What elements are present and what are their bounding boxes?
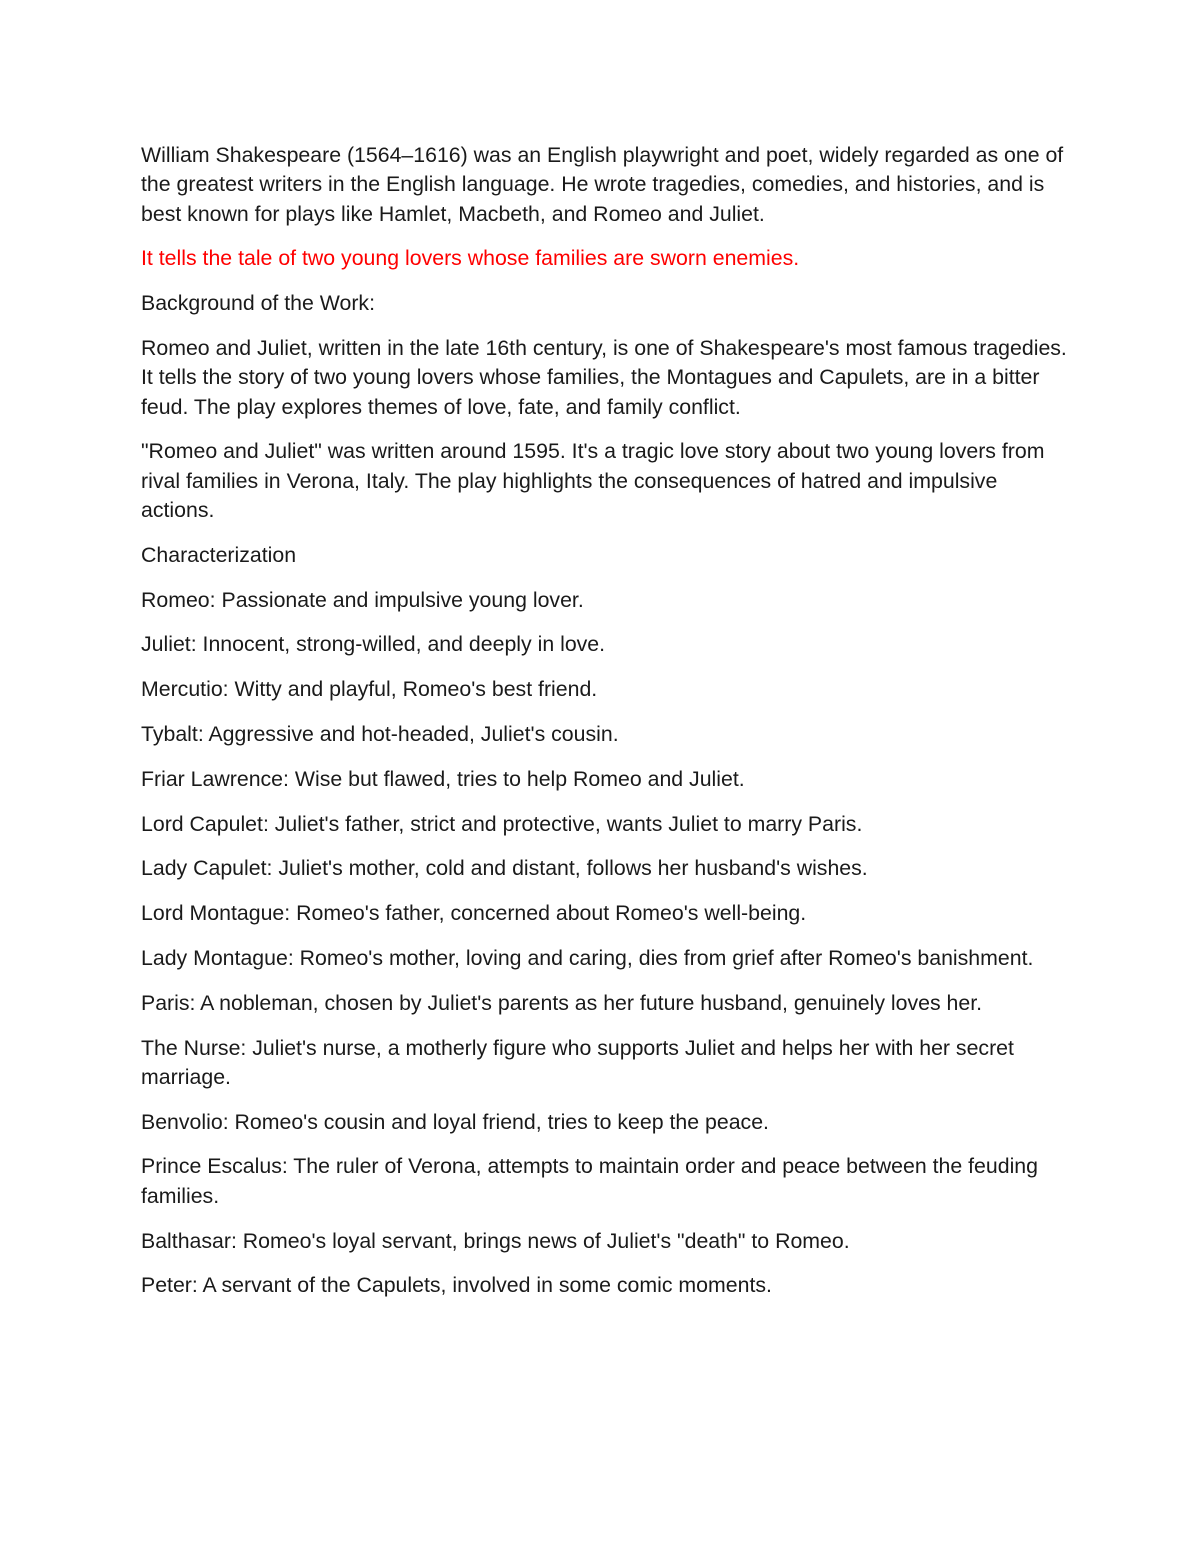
background-paragraph-1: Romeo and Juliet, written in the late 16th century, is one of Shakespeare's most famous tragedies. It tells the story of two young lovers whose families, the Montagues and Capulets, are in a bitter feud. The play explores themes of love, fate, and family conflict. (141, 335, 1067, 419)
intro-paragraph: William Shakespeare (1564–1616) was an English playwright and poet, widely regarded as one of the greatest writers in the English language. He wrote tragedies, comedies, and histories, and is best known for plays like Hamlet, Macbeth, and Romeo and Juliet. (141, 143, 1064, 226)
background-paragraph-2: "Romeo and Juliet" was written around 1595. It's a tragic love story about two young lovers from rival families in Verona, Italy. The play highlights the consequences of hatred and impulsive actions. (141, 439, 1045, 522)
character-benvolio: Benvolio: Romeo's cousin and loyal friend, tries to keep the peace. (141, 1109, 769, 1134)
character-lord-capulet: Lord Capulet: Juliet's father, strict and protective, wants Juliet to marry Paris. (141, 811, 863, 836)
document-body (141, 141, 1071, 1316)
character-mercutio: Mercutio: Witty and playful, Romeo's best friend. (141, 677, 598, 702)
background-heading: Background of the Work: (141, 291, 375, 316)
character-juliet: Juliet: Innocent, strong-willed, and deeply in love. (141, 632, 606, 657)
character-paris: Paris: A nobleman, chosen by Juliet's parents as her future husband, genuinely loves her. (141, 990, 983, 1015)
character-lord-montague: Lord Montague: Romeo's father, concerned about Romeo's well-being. (141, 901, 807, 926)
character-tybalt: Tybalt: Aggressive and hot-headed, Juliet's cousin. (141, 721, 619, 746)
highlight-sentence: It tells the tale of two young lovers whose families are sworn enemies. (141, 246, 800, 271)
character-prince-escalus: Prince Escalus: The ruler of Verona, attempts to maintain order and peace between the feuding families. (141, 1154, 1038, 1208)
character-balthasar: Balthasar: Romeo's loyal servant, brings news of Juliet's "death" to Romeo. (141, 1228, 850, 1253)
characterization-heading: Characterization (141, 542, 297, 567)
character-peter: Peter: A servant of the Capulets, involved in some comic moments. (141, 1273, 772, 1298)
character-romeo: Romeo: Passionate and impulsive young lover. (141, 587, 584, 612)
character-nurse: The Nurse: Juliet's nurse, a motherly figure who supports Juliet and helps her with her secret marriage. (141, 1035, 1014, 1089)
character-friar-lawrence: Friar Lawrence: Wise but flawed, tries to help Romeo and Juliet. (141, 766, 745, 791)
character-lady-montague: Lady Montague: Romeo's mother, loving and caring, dies from grief after Romeo's banishment. (141, 945, 1034, 970)
character-lady-capulet: Lady Capulet: Juliet's mother, cold and distant, follows her husband's wishes. (141, 856, 868, 881)
